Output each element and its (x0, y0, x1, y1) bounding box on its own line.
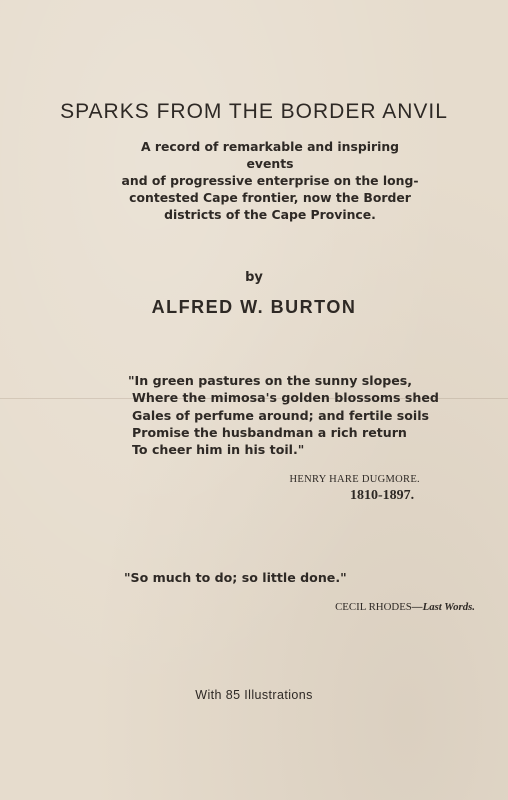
subtitle-line: contested Cape frontier, now the Border (129, 190, 411, 205)
epigraph-line: "In green pastures on the sunny slopes, (128, 373, 413, 388)
subtitle-line: A record of remarkable and inspiring events (140, 139, 400, 171)
epigraph-attribution-name: HENRY HARE DUGMORE. (289, 474, 420, 485)
book-subtitle (120, 138, 420, 223)
epigraph-line: Gales of perfume around; and fertile soils (132, 407, 430, 423)
epigraph-line: Where the mimosa's golden blossoms shed (132, 390, 439, 406)
rhodes-attribution-tail: —Last Words. (411, 601, 475, 613)
subtitle-line: districts of the Cape Province. (164, 207, 376, 222)
epigraph-line: To cheer him in his toil." (132, 442, 305, 458)
epigraph-line: Promise the husbandman a rich return (132, 424, 407, 440)
rhodes-attribution (300, 601, 475, 613)
byline: by (245, 270, 263, 285)
subtitle-line: and of progressive enterprise on the long- (121, 173, 419, 188)
epigraph-dugmore (128, 372, 439, 458)
rhodes-attribution-name: CECIL RHODES (335, 601, 412, 613)
epigraph-rhodes: "So much to do; so little done." (124, 570, 347, 585)
illustrations-note: With 85 Illustrations (195, 688, 313, 702)
book-title: SPARKS FROM THE BORDER ANVIL (60, 100, 448, 123)
epigraph-attribution-dates: 1810-1897. (350, 488, 415, 503)
author-name: ALFRED W. BURTON (151, 297, 357, 317)
